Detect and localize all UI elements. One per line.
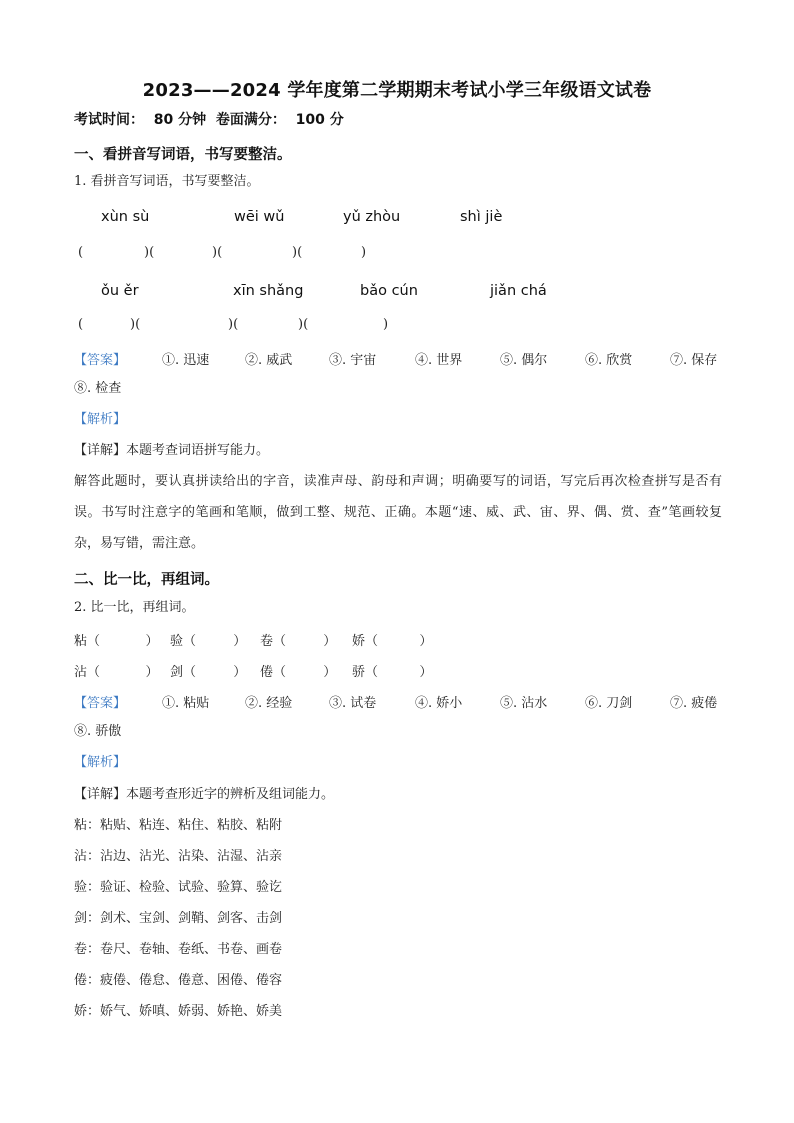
answer-item: ④. 娇小	[415, 696, 463, 711]
pinyin-6: xīn shǎng	[233, 283, 304, 299]
detail-text: 【详解】本题考查词语拼写能力。	[74, 443, 270, 458]
word-line: 娇：娇气、娇嗔、娇弱、娇艳、娇美	[74, 1004, 283, 1019]
answer-row-1	[74, 349, 722, 369]
char: 倦	[260, 665, 274, 680]
answer-label: 【答案】	[74, 353, 127, 368]
char: 沾	[74, 665, 88, 680]
pinyin-8: jiǎn chá	[490, 283, 547, 299]
char: 娇	[352, 634, 366, 649]
word-line: 倦：疲倦、倦怠、倦意、困倦、倦容	[74, 973, 283, 988]
answer-item: ⑥. 刀剑	[585, 696, 633, 711]
answer-item: ③. 试卷	[329, 696, 377, 711]
char: 剑	[170, 665, 184, 680]
word-line: 沾：沾边、沾光、沾染、沾湿、沾亲	[74, 849, 283, 864]
word-line: 卷：卷尺、卷轴、卷纸、书卷、画卷	[74, 942, 283, 957]
answer-item: ⑦. 保存	[670, 353, 718, 368]
char: 粘	[74, 634, 88, 649]
answer-item: ⑥. 欣赏	[585, 353, 633, 368]
blank-8-close: )	[383, 317, 389, 332]
char: 骄	[352, 665, 366, 680]
pinyin-7: bǎo cún	[360, 283, 418, 299]
section1-heading: 一、看拼音写词语，书写要整洁。	[74, 147, 292, 163]
word-line: 验：验证、检验、试验、验算、验讫	[74, 880, 283, 895]
blank-5[interactable]: (	[78, 317, 84, 332]
answer-item: ⑧. 检查	[74, 381, 122, 396]
pinyin-1: xùn sù	[101, 209, 150, 225]
answer-item: ③. 宇宙	[329, 353, 377, 368]
char: 卷	[260, 634, 274, 649]
answer-row-2	[74, 692, 722, 712]
detail-text: 【详解】本题考查形近字的辨析及组词能力。	[74, 787, 335, 802]
analysis-label: 【解析】	[74, 412, 127, 427]
blank-1-close: )(	[144, 245, 155, 260]
answer-item: ①. 迅速	[162, 353, 210, 368]
section2-heading: 二、比一比，再组词。	[74, 572, 219, 588]
blank-3-close: )(	[292, 245, 303, 260]
pinyin-2: wēi wǔ	[234, 209, 285, 225]
char: 验	[170, 634, 184, 649]
answer-label: 【答案】	[74, 696, 127, 711]
question1-text: 1. 看拼音写词语，书写要整洁。	[74, 174, 260, 189]
answer-item: ⑤. 偶尔	[500, 353, 548, 368]
answer-item: ⑤. 沾水	[500, 696, 548, 711]
compare-row-1: 粘（ ） 验（ ） 卷（ ） 娇（ ）	[74, 634, 433, 649]
pinyin-5: ǒu ěr	[101, 283, 139, 299]
blank-5-close: )(	[130, 317, 141, 332]
answer-item: ②. 经验	[245, 696, 293, 711]
answer-item: ⑦. 疲倦	[670, 696, 718, 711]
question2-text: 2. 比一比，再组词。	[74, 600, 195, 615]
answer-item: ①. 粘贴	[162, 696, 210, 711]
answer-item: ⑧. 骄傲	[74, 724, 122, 739]
compare-row-2: 沾（ ） 剑（ ） 倦（ ） 骄（ ）	[74, 665, 433, 680]
answer-item: ②. 威武	[245, 353, 293, 368]
blank-6-close: )(	[228, 317, 239, 332]
page-title: 2023——2024 学年度第二学期期末考试小学三年级语文试卷	[142, 80, 652, 101]
pinyin-4: shì jiè	[460, 209, 503, 225]
blank-1[interactable]: (	[78, 245, 84, 260]
exam-info: 考试时间： 80 分钟 卷面满分： 100 分	[74, 112, 344, 128]
blank-2-close: )(	[212, 245, 223, 260]
explanation-paragraph: 解答此题时，要认真拼读给出的字音，读准声母、韵母和声调；明确要写的词语，写完后再次检查拼写是否有误。书写时注意字的笔画和笔顺，做到工整、规范、正确。本题“速、威、武、宙、界、偶、赏、查”笔画较复杂，易写错，需注意。	[74, 474, 722, 551]
blank-4-close: )	[361, 245, 367, 260]
analysis-label: 【解析】	[74, 755, 127, 770]
word-line: 粘：粘贴、粘连、粘住、粘胶、粘附	[74, 818, 283, 833]
word-line: 剑：剑术、宝剑、剑鞘、剑客、击剑	[74, 911, 283, 926]
blank-7-close: )(	[298, 317, 309, 332]
answer-item: ④. 世界	[415, 353, 463, 368]
pinyin-3: yǔ zhòu	[343, 209, 401, 225]
